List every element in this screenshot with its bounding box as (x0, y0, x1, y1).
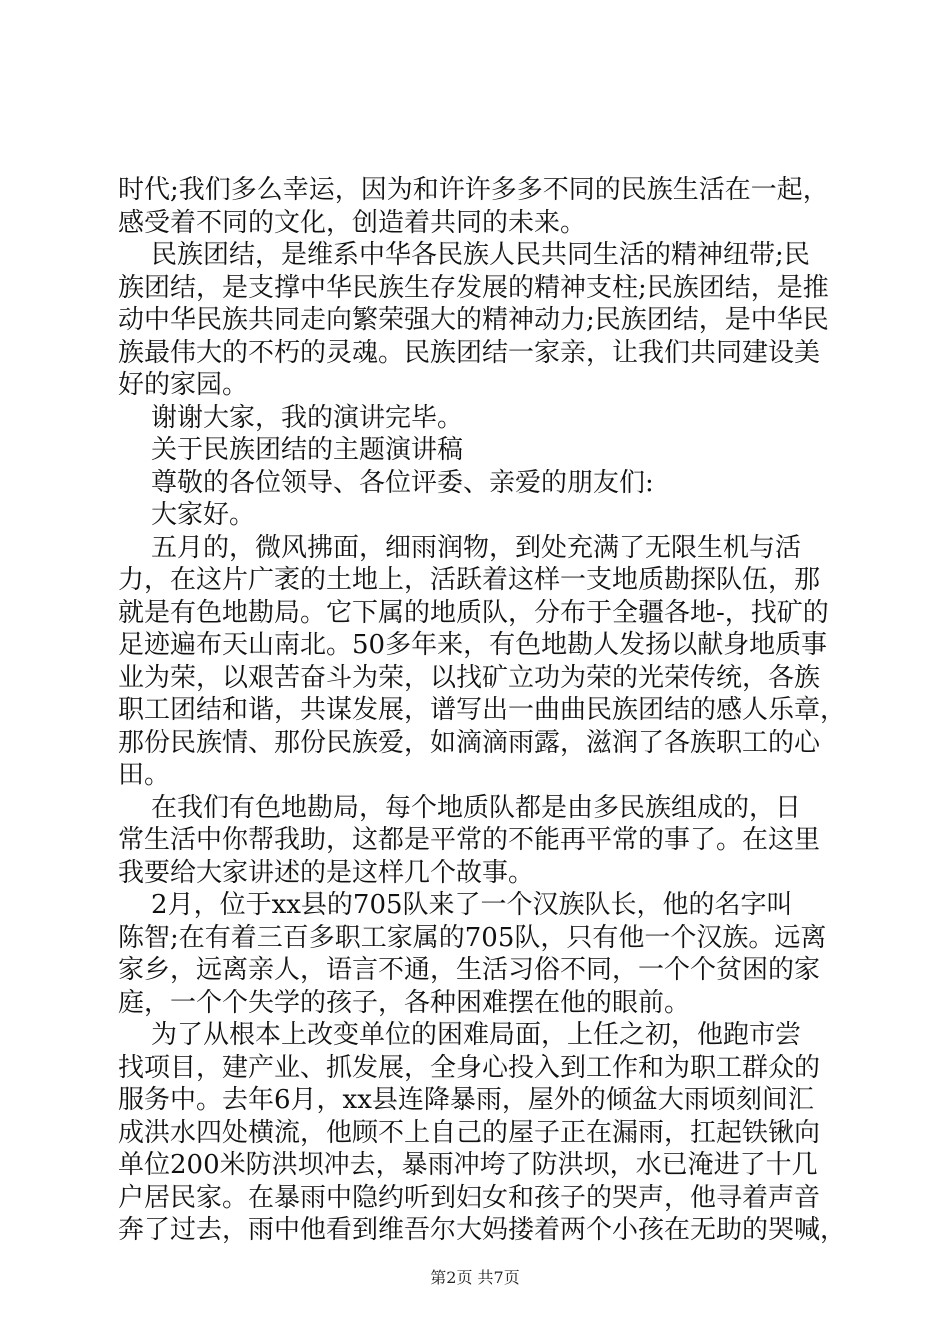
text-line: 找项目，建产业、抓发展，全身心投入到工作和为职工群众的 (118, 1052, 821, 1083)
text-line: 民族团结，是维系中华各民族人民共同生活的精神纽带;民 (118, 240, 810, 270)
text-line: 谢谢大家，我的演讲完毕。 (118, 402, 464, 433)
text-line: 大家好。 (118, 500, 256, 530)
text-line: 力，在这片广袤的土地上，活跃着这样一支地质勘探队伍，那 (118, 565, 821, 595)
text-line: 陈智;在有着三百多职工家属的705队，只有他一个汉族。远离 (118, 922, 827, 953)
text-line: 单位200米防洪坝冲去，暴雨冲垮了防洪坝，水已淹进了十几 (118, 1150, 818, 1180)
text-line: 田。 (118, 760, 171, 790)
text-line: 奔了过去，雨中他看到维吾尔大妈搂着两个小孩在无助的哭喊， (118, 1215, 847, 1245)
text-line: 业为荣，以艰苦奋斗为荣，以找矿立功为荣的光荣传统，各族 (118, 662, 821, 693)
text-line: 户居民家。在暴雨中隐约听到妇女和孩子的哭声，他寻着声音 (118, 1182, 821, 1213)
text-line: 在我们有色地勘局，每个地质队都是由多民族组成的，日 (118, 792, 802, 823)
text-line: 常生活中你帮我助，这都是平常的不能再平常的事了。在这里 (118, 825, 821, 855)
text-line: 动中华民族共同走向繁荣强大的精神动力;民族团结，是中华民 (118, 305, 829, 335)
text-line: 感受着不同的文化，创造着共同的未来。 (118, 207, 587, 238)
text-line: 庭，一个个失学的孩子，各种困难摆在他的眼前。 (118, 987, 691, 1018)
text-line: 家乡，远离亲人，语言不通，生活习俗不同，一个个贫困的家 (118, 955, 821, 985)
text-line: 就是有色地勘局。它下属的地质队，分布于全疆各地-，找矿的 (118, 597, 829, 628)
text-line: 职工团结和谐，共谋发展，谱写出一曲曲民族团结的感人乐章， (118, 695, 847, 725)
text-line: 那份民族情、那份民族爱，如滴滴雨露，滋润了各族职工的心 (118, 727, 821, 758)
text-line: 关于民族团结的主题演讲稿 (118, 435, 464, 465)
text-line: 2月，位于xx县的705队来了一个汉族队长，他的名字叫 (118, 890, 793, 920)
text-line: 成洪水四处横流，他顾不上自己的屋子正在漏雨，扛起铁锹向 (118, 1117, 821, 1148)
text-line: 我要给大家讲述的是这样几个故事。 (118, 857, 535, 888)
text-line: 族团结，是支撑中华民族生存发展的精神支柱;民族团结，是推 (118, 272, 829, 303)
text-line: 为了从根本上改变单位的困难局面，上任之初，他跑市尝 (118, 1020, 802, 1050)
page-footer: 第2页 共7页 (430, 1268, 520, 1287)
text-line: 好的家园。 (118, 370, 249, 400)
document-body (118, 174, 850, 1247)
text-line: 服务中。去年6月，xx县连降暴雨，屋外的倾盆大雨顷刻间汇 (118, 1085, 814, 1115)
text-line: 五月的，微风拂面，细雨润物，到处充满了无限生机与活 (118, 532, 802, 563)
text-line: 尊敬的各位领导、各位评委、亲爱的朋友们: (118, 467, 654, 498)
text-line: 足迹遍布天山南北。50多年来，有色地勘人发扬以献身地质事 (118, 630, 828, 660)
text-line: 族最伟大的不朽的灵魂。民族团结一家亲，让我们共同建设美 (118, 337, 821, 368)
text-line: 时代;我们多么幸运，因为和许许多多不同的民族生活在一起， (118, 175, 829, 205)
